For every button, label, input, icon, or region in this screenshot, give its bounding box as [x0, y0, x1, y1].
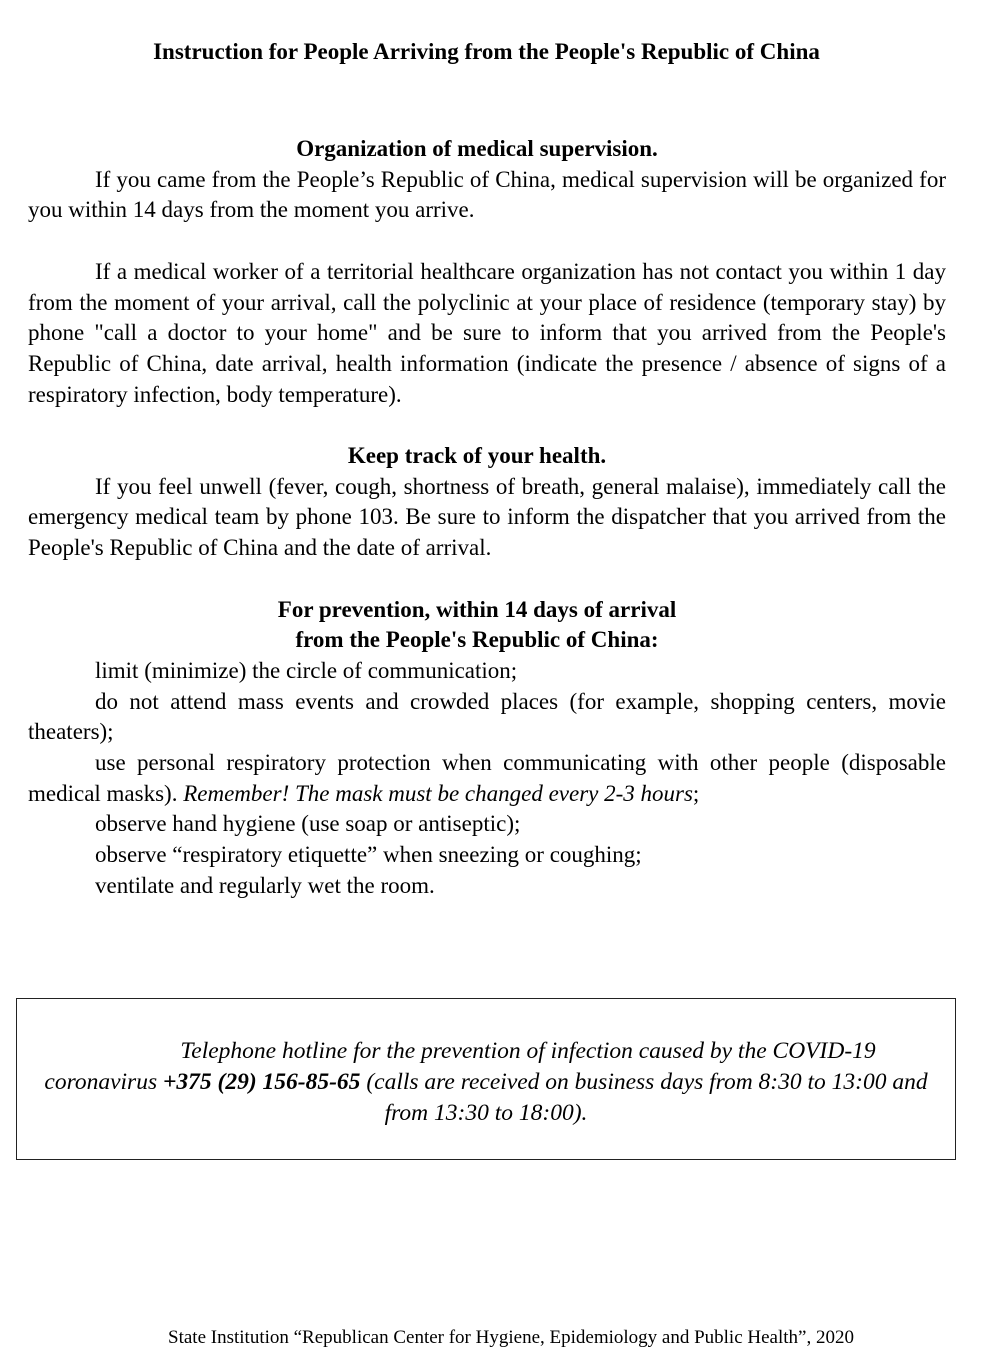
hotline-box — [16, 998, 956, 1160]
health-paragraph: If you feel unwell (fever, cough, shortness of breath, general malaise), immediately call the emergency medical team by phone 103. Be sure to inform the dispatcher that you arrived from the People's Republic of China and the date of arrival. — [28, 473, 946, 561]
prevention-item: limit (minimize) the circle of communication; — [95, 657, 518, 683]
prevention-heading-line-2: from the People's Republic of China: — [295, 627, 659, 653]
prevention-item: do not attend mass events and crowded places (for example, shopping centers, movie theaters); — [28, 688, 946, 745]
prevention-heading-line-1: For prevention, within 14 days of arrival — [277, 596, 677, 622]
mask-reminder: Remember! The mask must be changed every 2-3 hours — [183, 780, 693, 806]
document-body — [28, 134, 946, 902]
hotline-hours: (calls are received on business days from 8:30 to 13:00 and from 13:30 to 18:00). — [366, 1069, 928, 1126]
supervision-heading: Organization of medical supervision. — [296, 136, 658, 161]
footer-attribution: State Institution “Republican Center for Hygiene, Epidemiology and Public Health”, 2020 — [168, 1327, 854, 1348]
prevention-item: ventilate and regularly wet the room. — [95, 872, 435, 898]
prevention-item-text: use personal respiratory protection when communicating with other people (disposable medical masks). — [28, 750, 946, 806]
page-title: Instruction for People Arriving from the People's Republic of China — [153, 39, 820, 64]
prevention-item: observe “respiratory etiquette” when sneezing or coughing; — [95, 842, 642, 868]
prevention-item: observe hand hygiene (use soap or antiseptic); — [95, 811, 521, 837]
prevention-item — [28, 748, 946, 809]
hotline-text: Telephone hotline for the prevention of infection caused by the COVID-19 coronavirus — [44, 1038, 876, 1095]
supervision-paragraph-2: If a medical worker of a territorial healthcare organization has not contact you within 1 day from the moment of your arrival, call the polyclinic at your place of residence (temporary stay) by phone "call a doctor to your home" and be sure to inform that you arrived from the People's Republic of China, date arrival, health information (indicate the presence / absence of signs of a respiratory infection, body temperature). — [28, 258, 946, 407]
prevention-item-end: ; — [692, 780, 700, 806]
health-heading: Keep track of your health. — [347, 443, 607, 468]
supervision-paragraph-1: If you came from the People’s Republic of China, medical supervision will be organized for you within 14 days from the moment you arrive. — [28, 166, 946, 223]
hotline-phone: +375 (29) 156-85-65 — [162, 1069, 361, 1095]
